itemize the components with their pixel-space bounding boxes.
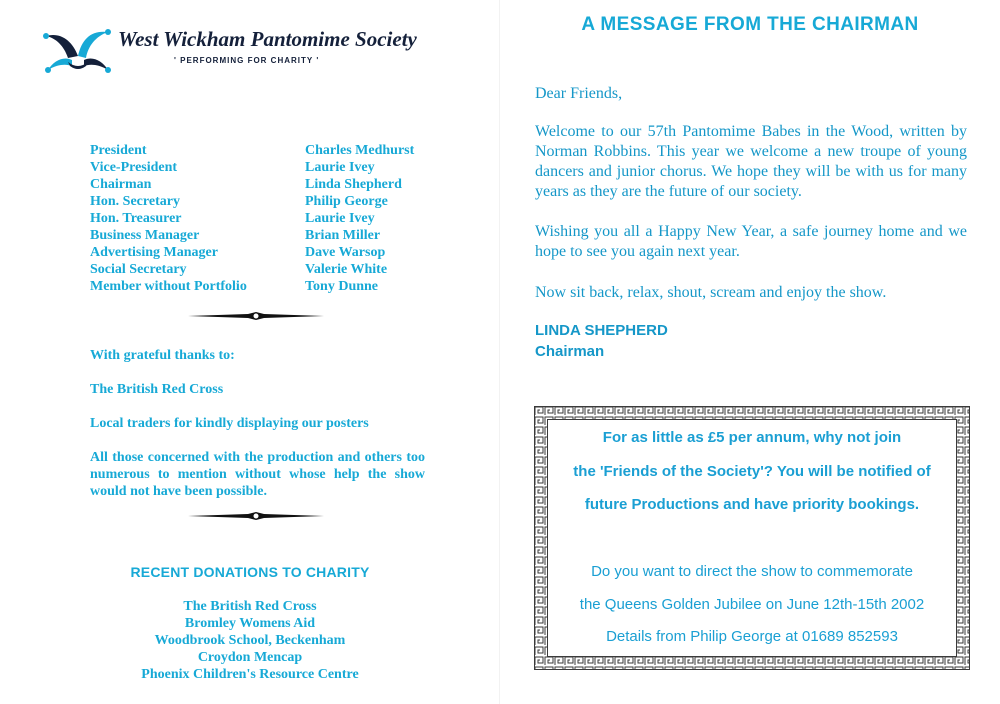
officer-role: Business Manager bbox=[90, 228, 200, 243]
officer-role: President bbox=[90, 143, 147, 158]
officer-role: Hon. Treasurer bbox=[90, 211, 182, 226]
officer-role: Social Secretary bbox=[90, 262, 187, 277]
officer-row bbox=[90, 261, 450, 278]
signature-title: Chairman bbox=[535, 343, 605, 360]
officer-name: Laurie Ivey bbox=[305, 211, 375, 226]
officer-role: Member without Portfolio bbox=[90, 279, 247, 294]
officer-row bbox=[90, 176, 450, 193]
jubilee-line: Do you want to direct the show to commemorate bbox=[591, 563, 913, 580]
officer-name: Tony Dunne bbox=[305, 279, 379, 294]
donation-item: Woodbrook School, Beckenham bbox=[154, 633, 346, 648]
society-tagline: ' PERFORMING FOR CHARITY ' bbox=[174, 56, 320, 65]
thanks-item: Local traders for kindly displaying our posters bbox=[90, 416, 369, 431]
officer-name: Philip George bbox=[305, 194, 388, 209]
friends-line: future Productions and have priority bookings. bbox=[584, 496, 920, 513]
contact-line: Details from Philip George at 01689 852593 bbox=[606, 628, 898, 645]
letter-paragraph: Welcome to our 57th Pantomime Babes in the Wood, written by Norman Robbins. This year we welcome a new troupe of young dancers and junior chorus. We hope they will be with us for many years as they are the future of our society. bbox=[535, 123, 967, 200]
signature-name: LINDA SHEPHERD bbox=[535, 322, 668, 339]
officer-row bbox=[90, 193, 450, 210]
thanks-item: The British Red Cross bbox=[90, 382, 224, 397]
jester-hat-logo-icon bbox=[42, 26, 114, 74]
officer-role: Chairman bbox=[90, 177, 152, 192]
officer-name: Laurie Ivey bbox=[305, 160, 375, 175]
officer-row bbox=[90, 159, 450, 176]
society-name: West Wickham Pantomime Society bbox=[118, 27, 417, 51]
thanks-item: All those concerned with the production and others too numerous to mention without whose help the show would not have been possible. bbox=[90, 450, 425, 499]
donations-heading: RECENT DONATIONS TO CHARITY bbox=[130, 564, 370, 580]
donation-item: The British Red Cross bbox=[183, 599, 317, 614]
jubilee-line: the Queens Golden Jubilee on June 12th-15th 2002 bbox=[579, 596, 925, 613]
promo-content bbox=[548, 420, 956, 656]
officer-row bbox=[90, 278, 450, 295]
officer-role: Hon. Secretary bbox=[90, 194, 180, 209]
letter-paragraph: Now sit back, relax, shout, scream and enjoy the show. bbox=[535, 284, 887, 301]
officer-row bbox=[90, 142, 450, 159]
officer-name: Dave Warsop bbox=[305, 245, 386, 260]
ornament-divider bbox=[188, 310, 324, 322]
ornament-divider bbox=[188, 510, 324, 522]
officer-name: Charles Medhurst bbox=[305, 143, 415, 158]
officer-name: Linda Shepherd bbox=[305, 177, 402, 192]
letter-paragraph: Wishing you all a Happy New Year, a safe journey home and we hope to see you again next year. bbox=[535, 223, 967, 260]
right-page bbox=[500, 0, 1000, 704]
letter-salutation: Dear Friends, bbox=[535, 85, 623, 102]
friends-promo-box bbox=[534, 406, 970, 670]
friends-line: For as little as £5 per annum, why not join bbox=[602, 429, 902, 446]
thanks-heading: With grateful thanks to: bbox=[90, 348, 235, 363]
officer-row bbox=[90, 210, 450, 227]
officer-list bbox=[90, 142, 450, 295]
donation-item: Croydon Mencap bbox=[197, 650, 303, 665]
message-title: A MESSAGE FROM THE CHAIRMAN bbox=[581, 14, 919, 35]
officer-name: Valerie White bbox=[305, 262, 388, 277]
donation-item: Bromley Womens Aid bbox=[184, 616, 316, 631]
officer-row bbox=[90, 227, 450, 244]
officer-row bbox=[90, 244, 450, 261]
officer-role: Vice-President bbox=[90, 160, 178, 175]
friends-line: the 'Friends of the Society'? You will be notified of bbox=[573, 463, 931, 480]
officer-role: Advertising Manager bbox=[90, 245, 218, 260]
donation-item: Phoenix Children's Resource Centre bbox=[141, 667, 359, 682]
donations-list bbox=[0, 598, 500, 683]
officer-name: Brian Miller bbox=[305, 228, 381, 243]
